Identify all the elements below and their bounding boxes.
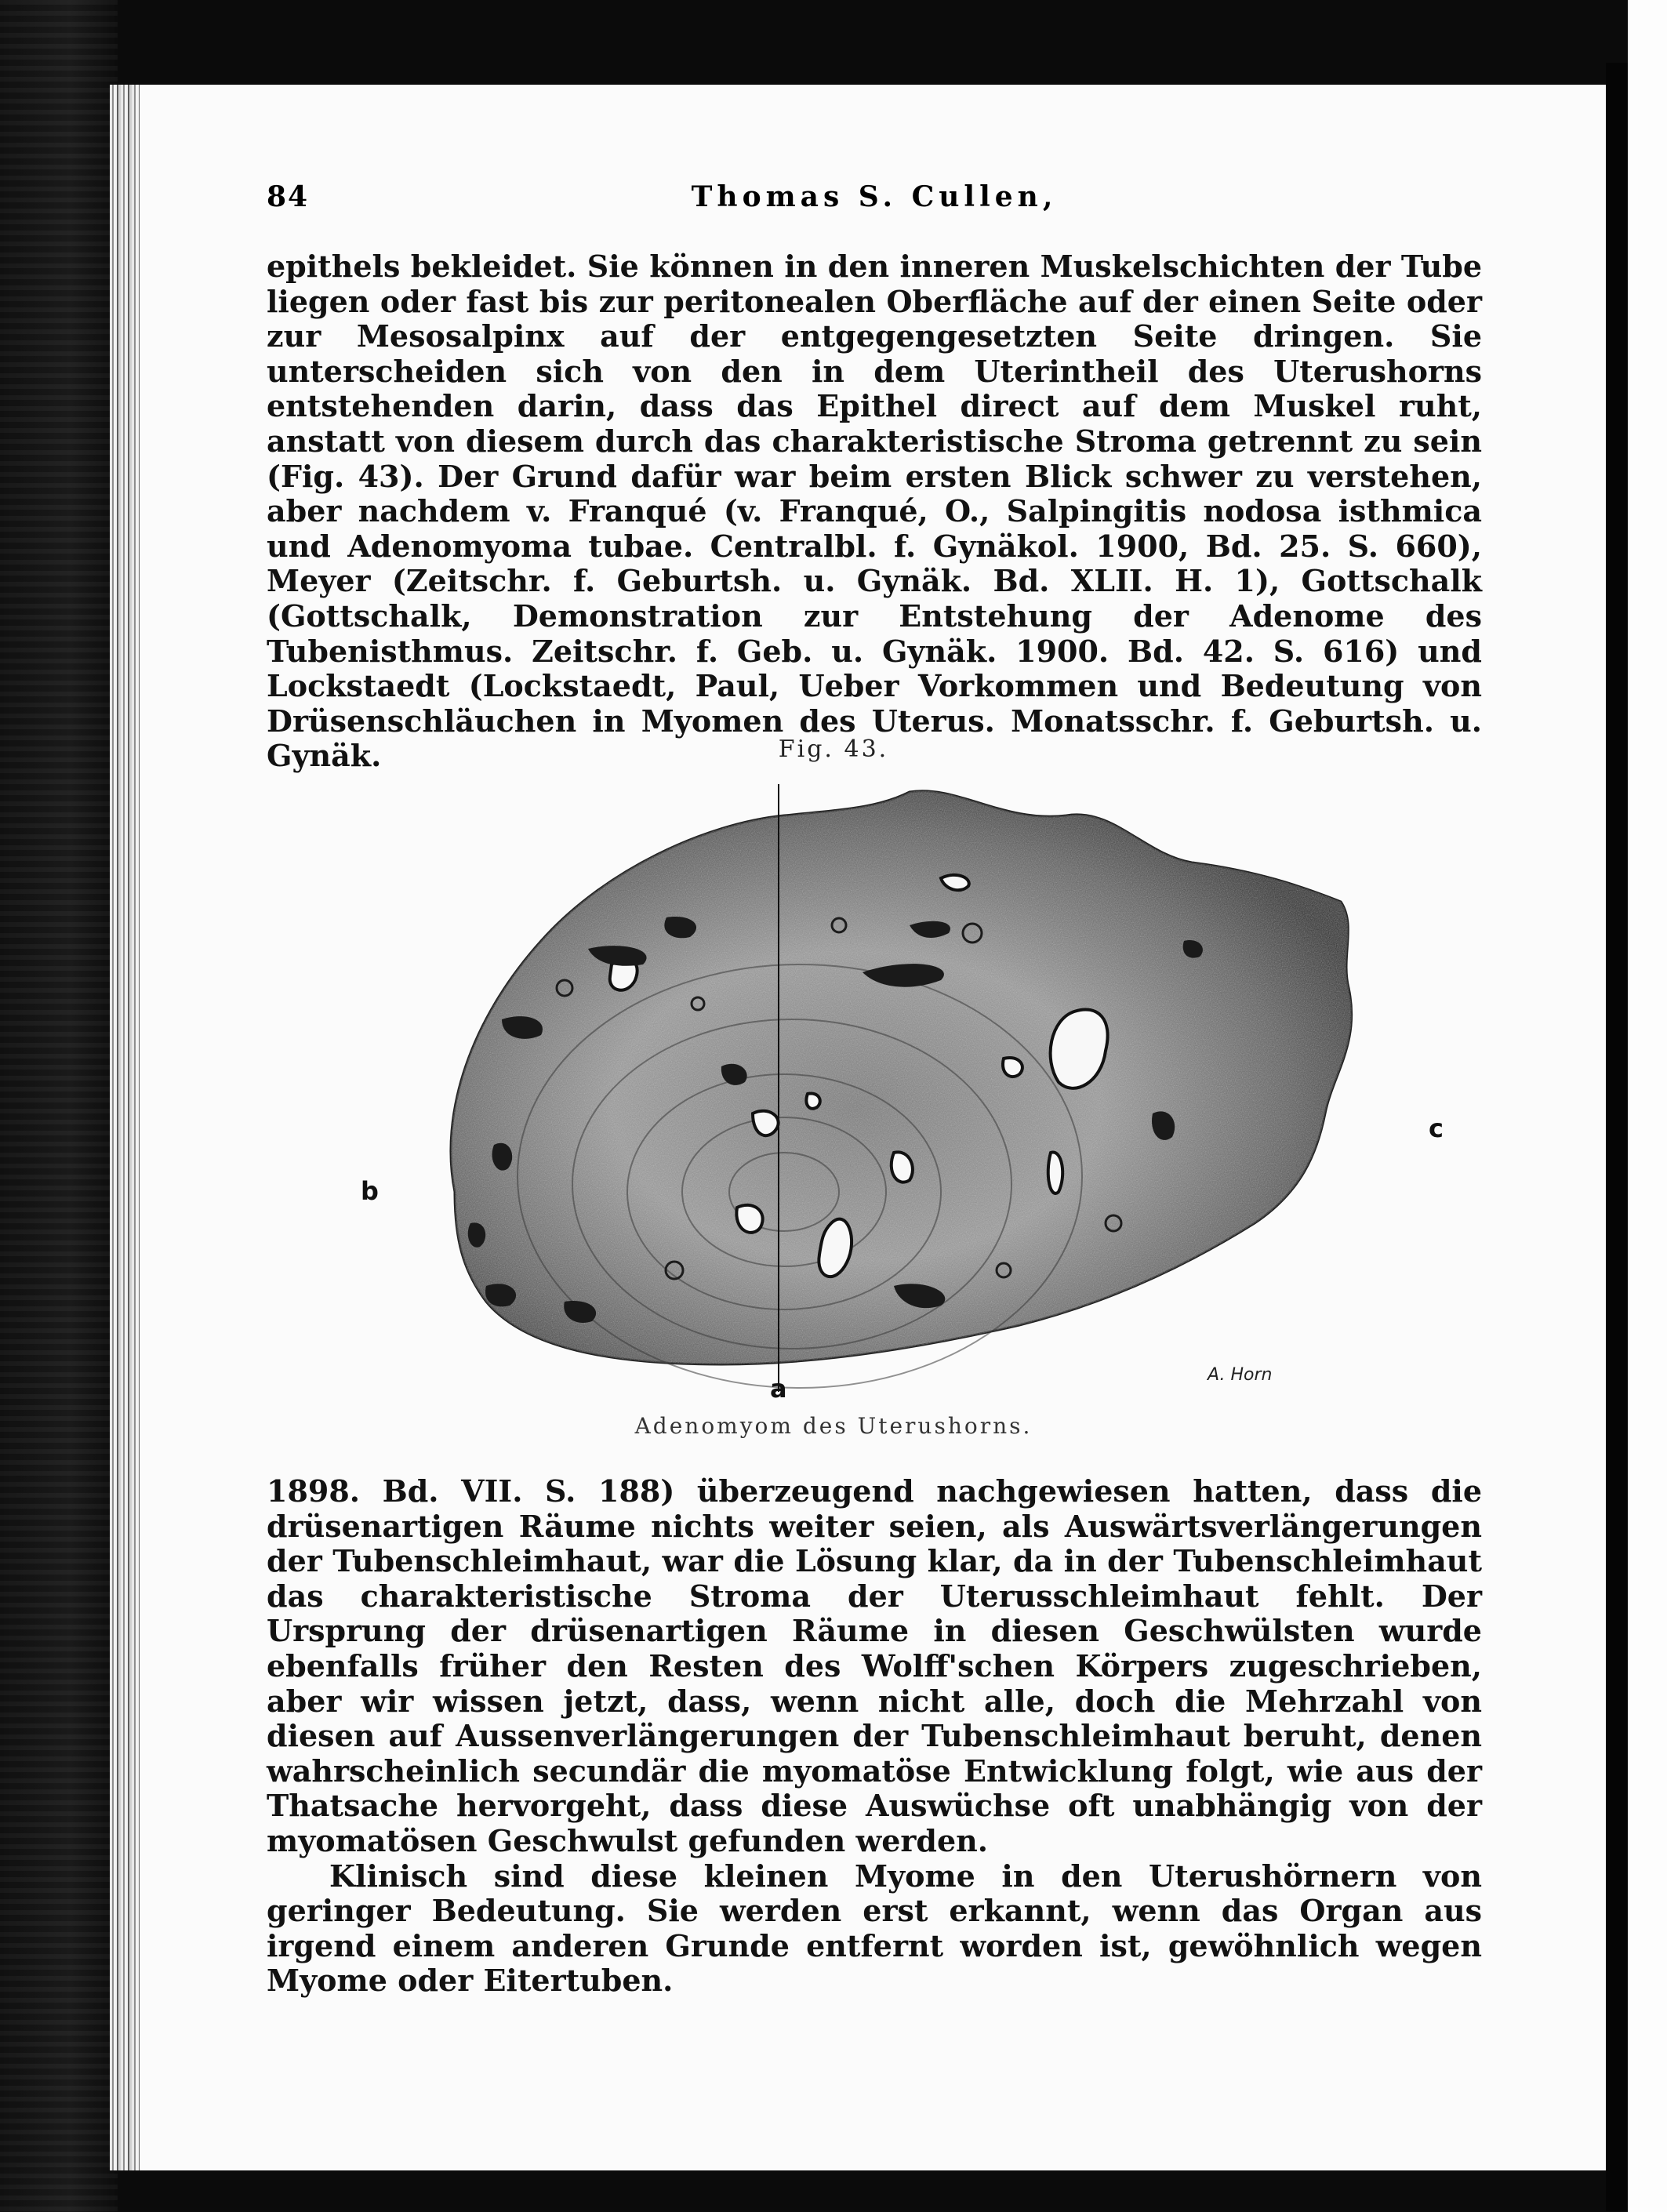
figure-marker-c: c [1429, 1113, 1444, 1143]
scan-border-right [1606, 63, 1628, 2211]
figure-label: Fig. 43. [778, 736, 889, 763]
body-text-top [267, 249, 1482, 774]
adjacent-page-strip [1628, 0, 1667, 2212]
figure-marker-b: b [361, 1176, 379, 1206]
page-header [267, 180, 1482, 220]
paragraph: 1898. Bd. VII. S. 188) überzeugend nachgewiesen hatten, dass die drüsenartigen Räume nichts weiter seien, als Auswärtsverlängerungen der Tubenschleimhaut, war die Lösung klar, da in der Tubenschleimhaut das charakteristische Stroma der Uterusschleimhaut fehlt. Der Ursprung der drüsenartigen Räume in diesen Geschwülsten wurde ebenfalls früher den Resten des Wolff'schen Körpers zugeschrieben, aber wir wissen jetzt, dass, wenn nicht alle, doch die Mehrzahl von diesen auf Aussenverlängerungen der Tubenschleimhaut beruht, denen wahrscheinlich secundär die myomatöse Entwicklung folgt, wie aus der Thatsache hervorgeht, dass diese Auswüchse oft unabhängig von der myomatösen Geschwulst gefunden werden. [267, 1473, 1482, 1858]
paragraph: Klinisch sind diese kleinen Myome in den Uterushörnern von geringer Bedeutung. Sie werden erst erkannt, wenn das Organ aus irgend einem anderen Grunde entfernt worden ist, gewöhnlich wegen Myome oder Eitertuben. [267, 1858, 1482, 1999]
histology-illustration [408, 784, 1490, 1404]
body-text-bottom [267, 1474, 1482, 1999]
artist-signature: A. Horn [1208, 1365, 1273, 1385]
figure-43 [361, 784, 1490, 1404]
page-number: 84 [267, 180, 310, 213]
book-page-edge [110, 85, 141, 2170]
figure-caption: Adenomyom des Uterushorns. [634, 1413, 1033, 1439]
figure-marker-a: a [770, 1374, 787, 1404]
scan-background-left [0, 0, 118, 2212]
paragraph-continued: epithels bekleidet. Sie können in den inneren Muskelschichten der Tube liegen oder fast bis zur peritonealen Oberfläche auf der einen Seite oder zur Mesosalpinx auf der entgegengesetzten Seite dringen. Sie unterscheiden sich von den in dem Uterintheil des Uterushorns entstehenden darin, dass das Epithel direct auf dem Muskel ruht, anstatt von diesem durch das charakteristische Stroma getrennt zu sein (Fig. 43). Der Grund dafür war beim ersten Blick schwer zu verstehen, aber nachdem v. Franqué (v. Franqué, O., Salpingitis nodosa isthmica und Adenomyoma tubae. Centralbl. f. Gynäkol. 1900, Bd. 25. S. 660), Meyer (Zeitschr. f. Geburtsh. u. Gynäk. Bd. XLII. H. 1), Gottschalk (Gottschalk, Demonstration zur Entstehung der Adenome des Tubenisthmus. Zeitschr. f. Geb. u. Gynäk. 1900. Bd. 42. S. 616) und Lockstaedt (Lockstaedt, Paul, Ueber Vorkommen und Bedeutung von Drüsenschläuchen in Myomen des Uterus. Monatsschr. f. Geburtsh. u. Gynäk. [267, 249, 1482, 774]
running-head: Thomas S. Cullen, [691, 180, 1058, 213]
